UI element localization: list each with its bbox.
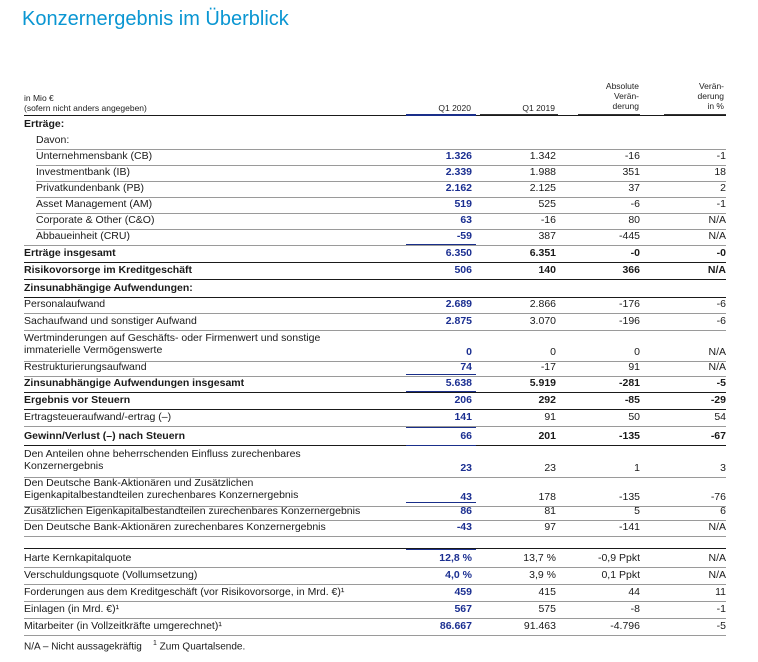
row-label [24, 411, 171, 423]
value-percent-change: -6 [716, 315, 726, 327]
pct-line-1: Verän- [698, 81, 724, 91]
value-q1-2020: 23 [460, 462, 472, 474]
row-label-line: immaterielle Vermögenswerte [24, 344, 163, 356]
value-q1-2019: 6.351 [529, 247, 556, 259]
unit-line-1: in Mio € [24, 93, 54, 103]
value-absolute-change: 1 [634, 462, 640, 474]
value-q1-2020: 66 [460, 430, 472, 442]
value-q1-2020: 519 [454, 198, 472, 210]
value-q1-2020: 1.326 [445, 150, 472, 162]
value-percent-change: N/A [708, 552, 726, 564]
row-label [24, 394, 130, 406]
row-divider [24, 601, 726, 602]
value-absolute-change: 50 [628, 411, 640, 423]
row-label-line: Investmentbank (IB) [36, 166, 130, 178]
table-row [24, 118, 726, 132]
value-percent-change: 6 [720, 505, 726, 517]
row-label-line: Davon: [36, 134, 70, 146]
row-label [24, 552, 131, 564]
value-q1-2019: 5.919 [529, 377, 556, 389]
value-percent-change: -0 [716, 247, 726, 259]
row-divider [24, 279, 726, 280]
value-q1-2019: 2.866 [529, 298, 556, 310]
value-q1-2020: 86.667 [439, 620, 472, 632]
table-row [24, 247, 726, 261]
row-label [24, 377, 244, 389]
row-label [36, 166, 130, 178]
value-q1-2020: 5.638 [445, 377, 472, 389]
value-absolute-change: -135 [618, 491, 640, 503]
table-row [24, 332, 726, 360]
row-label-line: Zinsunabhängige Aufwendungen: [24, 282, 193, 294]
value-absolute-change: 44 [628, 586, 640, 598]
row-label-line: Wertminderungen auf Geschäfts- oder Firmenwert und sonstige [24, 332, 321, 344]
table-row [24, 214, 726, 228]
value-q1-2019: 3.070 [529, 315, 556, 327]
row-divider [24, 262, 726, 263]
table-row [24, 361, 726, 375]
unit-line-2: (sofern nicht anders angegeben) [24, 103, 147, 113]
row-label [24, 332, 320, 356]
value-q1-2019: 91.463 [523, 620, 556, 632]
row-label-line: Erträge insgesamt [24, 247, 116, 259]
row-label [24, 477, 298, 501]
value-q1-2020: 141 [454, 411, 472, 423]
value-q1-2020: 2.339 [445, 166, 472, 178]
table-row [24, 150, 726, 164]
value-q1-2020: 2.162 [445, 182, 472, 194]
row-label-line: Sachaufwand und sonstiger Aufwand [24, 315, 197, 327]
value-q1-2019: 13,7 % [523, 552, 556, 564]
value-percent-change: -1 [716, 198, 726, 210]
total-accent-rule [406, 445, 476, 446]
value-q1-2019: -16 [540, 214, 556, 226]
header-accent-rule [480, 114, 558, 115]
value-q1-2020: 86 [460, 505, 472, 517]
value-q1-2020: 12,8 % [439, 552, 472, 564]
column-header-absolute-change [606, 81, 639, 111]
value-percent-change: N/A [708, 346, 726, 358]
value-q1-2020: -59 [456, 230, 472, 242]
value-q1-2019: 1.342 [529, 150, 556, 162]
row-label-line: Erträge: [24, 118, 65, 130]
value-absolute-change: 37 [628, 182, 640, 194]
row-label-line: Einlagen (in Mrd. €)¹ [24, 603, 120, 615]
row-divider [24, 635, 726, 636]
row-label [24, 448, 301, 472]
row-label [36, 198, 152, 210]
value-q1-2019: 201 [538, 430, 556, 442]
value-percent-change: -5 [716, 620, 726, 632]
table-row [24, 586, 726, 600]
value-absolute-change: -8 [630, 603, 640, 615]
row-label-line: Risikovorsorge im Kreditgeschäft [24, 264, 193, 276]
value-q1-2020: 4,0 % [445, 569, 472, 581]
value-absolute-change: 5 [634, 505, 640, 517]
row-label-line: Privatkundenbank (PB) [36, 182, 144, 194]
row-label-line: Gewinn/Verlust (–) nach Steuern [24, 430, 186, 442]
value-q1-2020: 567 [454, 603, 472, 615]
value-percent-change: -76 [710, 491, 726, 503]
value-absolute-change: 351 [622, 166, 640, 178]
total-accent-rule [406, 374, 476, 375]
value-absolute-change: 0 [634, 346, 640, 358]
value-percent-change: -29 [710, 394, 726, 406]
table-row [24, 569, 726, 583]
row-label-line: Mitarbeiter (in Vollzeitkräfte umgerechnet)¹ [24, 620, 222, 632]
header-accent-rule [406, 114, 476, 116]
value-q1-2020: 43 [460, 491, 472, 503]
value-absolute-change: -4.796 [610, 620, 640, 632]
value-q1-2019: 23 [544, 462, 556, 474]
row-label-line: Corporate & Other (C&O) [36, 214, 155, 226]
value-percent-change: N/A [708, 230, 726, 242]
row-label-line: Den Deutsche Bank-Aktionären und Zusätzlichen [24, 477, 254, 489]
row-label-line: Asset Management (AM) [36, 198, 153, 210]
value-q1-2019: 292 [538, 394, 556, 406]
row-label-line: Zusätzlichen Eigenkapitalbestandteilen zurechenbares Konzernergebnis [24, 505, 361, 517]
total-accent-rule [406, 391, 476, 392]
value-percent-change: 54 [714, 411, 726, 423]
value-absolute-change: 91 [628, 361, 640, 373]
row-label [24, 505, 360, 517]
row-label [24, 298, 105, 310]
header-accent-rule [578, 114, 640, 115]
row-divider [24, 536, 726, 537]
row-label [24, 603, 119, 615]
value-q1-2020: 2.875 [445, 315, 472, 327]
value-q1-2020: 506 [454, 264, 472, 276]
row-label [36, 182, 144, 194]
table-row [24, 394, 726, 408]
abs-line-1: Absolute [605, 81, 639, 91]
row-label [24, 569, 197, 581]
value-q1-2019: 1.988 [529, 166, 556, 178]
row-divider [24, 567, 726, 568]
row-label-line: Den Deutsche Bank-Aktionären zurechenbares Konzernergebnis [24, 521, 326, 533]
total-accent-rule [406, 244, 476, 245]
value-percent-change: -1 [716, 603, 726, 615]
row-label [36, 134, 69, 146]
row-label [24, 521, 326, 533]
row-label-line: Konzernergebnis [24, 460, 104, 472]
value-absolute-change: 80 [628, 214, 640, 226]
row-label [36, 150, 152, 162]
pct-line-3: in % [707, 101, 724, 111]
total-accent-rule [406, 427, 476, 428]
table-row [24, 411, 726, 425]
table-row [24, 477, 726, 505]
value-percent-change: -5 [716, 377, 726, 389]
row-label [24, 361, 147, 373]
value-percent-change: 18 [714, 166, 726, 178]
table-row [24, 430, 726, 444]
table-row [24, 264, 726, 278]
total-accent-rule [406, 502, 476, 503]
section-divider [24, 548, 726, 549]
value-percent-change: 2 [720, 182, 726, 194]
row-label-line: Abbaueinheit (CRU) [36, 230, 130, 242]
value-absolute-change: -196 [618, 315, 640, 327]
row-divider [24, 330, 726, 331]
row-label [24, 282, 193, 294]
row-label [24, 264, 192, 276]
row-label [24, 430, 185, 442]
row-divider [24, 409, 726, 410]
row-divider [24, 618, 726, 619]
value-q1-2019: 91 [544, 411, 556, 423]
value-percent-change: 3 [720, 462, 726, 474]
footnote-mark: 1 [152, 640, 157, 647]
row-divider [24, 445, 726, 446]
row-label [24, 118, 64, 130]
table-row [24, 552, 726, 566]
table-row [24, 230, 726, 244]
row-label-line: Zinsunabhängige Aufwendungen insgesamt [24, 377, 245, 389]
row-label [36, 230, 130, 242]
value-percent-change: -67 [710, 430, 726, 442]
total-accent-rule [406, 549, 476, 550]
row-divider [24, 584, 726, 585]
footnote-text: Zum Quartalsende. [159, 641, 246, 653]
table-row [24, 182, 726, 196]
table-row [24, 620, 726, 634]
row-divider [24, 313, 726, 314]
row-label [36, 214, 154, 226]
value-q1-2019: 178 [538, 491, 556, 503]
row-label [24, 620, 222, 632]
value-absolute-change: -281 [618, 377, 640, 389]
value-q1-2019: 525 [538, 198, 556, 210]
table-row [24, 198, 726, 212]
table-row [24, 166, 726, 180]
value-absolute-change: -16 [624, 150, 640, 162]
value-q1-2020: -43 [456, 521, 472, 533]
value-percent-change: N/A [708, 521, 726, 533]
value-absolute-change: -141 [618, 521, 640, 533]
value-absolute-change: -445 [618, 230, 640, 242]
value-q1-2020: 6.350 [445, 247, 472, 259]
row-label-line: Restrukturierungsaufwand [24, 361, 147, 373]
row-label-line: Harte Kernkapitalquote [24, 552, 132, 564]
row-label-line: Forderungen aus dem Kreditgeschäft (vor Risikovorsorge, in Mrd. €)¹ [24, 586, 345, 598]
header-accent-rule [664, 114, 726, 115]
unit-header [24, 93, 147, 113]
row-label-line: Ertragsteueraufwand/-ertrag (–) [24, 411, 172, 423]
row-label-line: Eigenkapitalbestandteilen zurechenbares Konzernergebnis [24, 489, 299, 501]
table-row [24, 134, 726, 148]
row-label [24, 586, 344, 598]
column-header-q1-2020: Q1 2020 [438, 103, 471, 113]
value-percent-change: -1 [716, 150, 726, 162]
value-q1-2019: 97 [544, 521, 556, 533]
value-absolute-change: -176 [618, 298, 640, 310]
value-q1-2020: 2.689 [445, 298, 472, 310]
table-row [24, 282, 726, 296]
value-q1-2020: 63 [460, 214, 472, 226]
value-q1-2020: 206 [454, 394, 472, 406]
table-row [24, 603, 726, 617]
footer-notes [24, 640, 245, 652]
column-header-q1-2019: Q1 2019 [522, 103, 555, 113]
value-q1-2019: 415 [538, 586, 556, 598]
pct-line-2: derung [697, 91, 724, 101]
value-absolute-change: -0 [630, 247, 640, 259]
value-absolute-change: -0,9 Ppkt [597, 552, 640, 564]
value-absolute-change: -135 [618, 430, 640, 442]
row-label [24, 247, 116, 259]
value-percent-change: N/A [708, 569, 726, 581]
value-percent-change: N/A [708, 361, 726, 373]
value-absolute-change: 366 [622, 264, 640, 276]
value-q1-2019: 3,9 % [529, 569, 556, 581]
row-label-line: Verschuldungsquote (Vollumsetzung) [24, 569, 198, 581]
value-q1-2019: 2.125 [529, 182, 556, 194]
row-divider [24, 392, 726, 393]
header-rule [24, 115, 726, 116]
row-label-line: Personalaufwand [24, 298, 106, 310]
value-q1-2019: 81 [544, 505, 556, 517]
value-q1-2019: 140 [538, 264, 556, 276]
na-note: N/A – Nicht aussagekräftig [24, 641, 142, 653]
table-row [24, 448, 726, 476]
table-row [24, 377, 726, 391]
value-percent-change: 11 [715, 586, 726, 598]
value-q1-2020: 0 [466, 346, 472, 358]
column-header-percent-change [698, 81, 724, 111]
value-absolute-change: 0,1 Ppkt [601, 569, 640, 581]
value-absolute-change: -85 [624, 394, 640, 406]
row-divider [24, 245, 726, 246]
value-q1-2019: 387 [538, 230, 556, 242]
row-divider [24, 426, 726, 427]
abs-line-3: derung [612, 101, 639, 111]
value-q1-2020: 459 [454, 586, 472, 598]
abs-line-2: Verän- [613, 91, 639, 101]
page-title: Konzernergebnis im Überblick [22, 8, 289, 30]
value-absolute-change: -6 [630, 198, 640, 210]
row-label-line: Ergebnis vor Steuern [24, 394, 131, 406]
table-row [24, 521, 726, 535]
value-percent-change: -6 [716, 298, 726, 310]
table-row [24, 298, 726, 312]
value-percent-change: N/A [707, 264, 726, 276]
value-percent-change: N/A [708, 214, 726, 226]
row-label [24, 315, 197, 327]
table-row [24, 315, 726, 329]
table-row [24, 505, 726, 519]
value-q1-2019: 575 [538, 603, 556, 615]
value-q1-2019: -17 [540, 361, 556, 373]
value-q1-2019: 0 [550, 346, 556, 358]
row-label-line: Den Anteilen ohne beherrschenden Einfluss zurechenbares [24, 448, 301, 460]
row-label-line: Unternehmensbank (CB) [36, 150, 153, 162]
value-q1-2020: 74 [460, 361, 472, 373]
